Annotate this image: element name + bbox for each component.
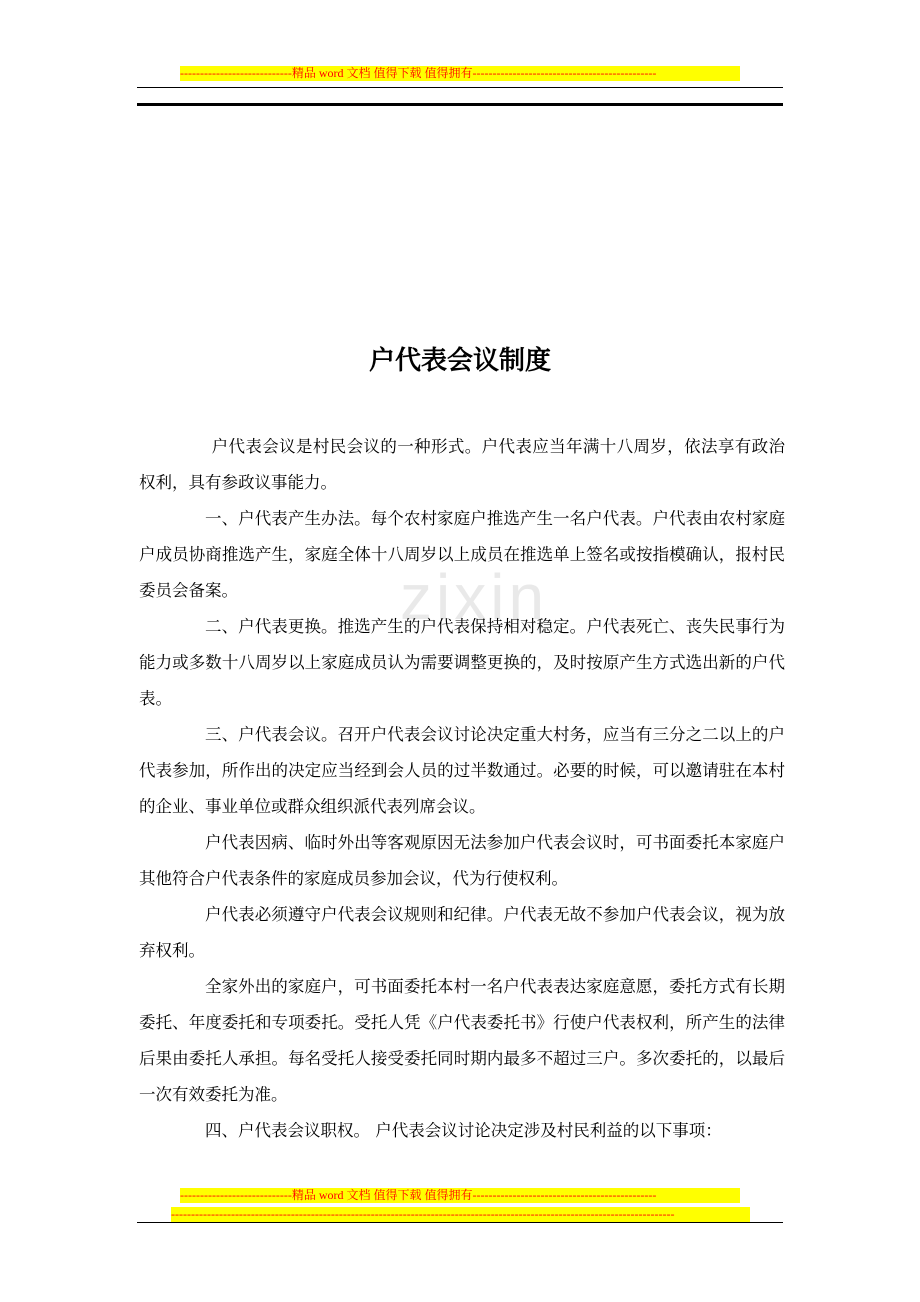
header-banner: ----------------------------精品 word 文档 值得下载 值得拥有---------------------------------------------- xyxy=(180,66,740,81)
document-body xyxy=(139,429,785,1149)
footer-banner-dashes: ------------------------------------------------------------------------------------------------------------------------------ xyxy=(171,1207,750,1222)
paragraph: 一、户代表产生办法。每个农村家庭户推选产生一名户代表。户代表由农村家庭户成员协商推选产生，家庭全体十八周岁以上成员在推选单上签名或按指模确认，报村民委员会备案。 xyxy=(139,509,785,600)
paragraph: 二、户代表更换。推选产生的户代表保持相对稳定。户代表死亡、丧失民事行为能力或多数十八周岁以上家庭成员认为需要调整更换的，及时按原产生方式选出新的户代表。 xyxy=(139,617,785,708)
paragraph: 四、户代表会议职权。 户代表会议讨论决定涉及村民利益的以下事项： xyxy=(205,1121,722,1140)
footer-rule xyxy=(137,1222,783,1223)
footer-banner: ----------------------------精品 word 文档 值得下载 值得拥有---------------------------------------------- xyxy=(180,1188,740,1203)
page-title: 户代表会议制度 xyxy=(368,346,551,376)
paragraph: 户代表因病、临时外出等客观原因无法参加户代表会议时，可书面委托本家庭户其他符合户代表条件的家庭成员参加会议，代为行使权利。 xyxy=(139,833,785,888)
paragraph: 户代表必须遵守户代表会议规则和纪律。户代表无故不参加户代表会议，视为放弃权利。 xyxy=(139,905,785,960)
watermark: zixin xyxy=(400,561,549,633)
paragraph: 全家外出的家庭户，可书面委托本村一名户代表表达家庭意愿，委托方式有长期委托、年度委托和专项委托。受托人凭《户代表委托书》行使户代表权利，所产生的法律后果由委托人承担。每名受托人接受委托同时期内最多不超过三户。多次委托的，以最后一次有效委托为准。 xyxy=(139,977,785,1104)
paragraph: 三、户代表会议。召开户代表会议讨论决定重大村务，应当有三分之二以上的户代表参加，所作出的决定应当经到会人员的过半数通过。必要的时候，可以邀请驻在本村的企业、事业单位或群众组织派代表列席会议。 xyxy=(139,725,785,816)
header-rule-thick xyxy=(137,103,783,106)
paragraph: 户代表会议是村民会议的一种形式。户代表应当年满十八周岁，依法享有政治权利，具有参政议事能力。 xyxy=(139,437,785,492)
header-rule-thin xyxy=(137,87,783,88)
